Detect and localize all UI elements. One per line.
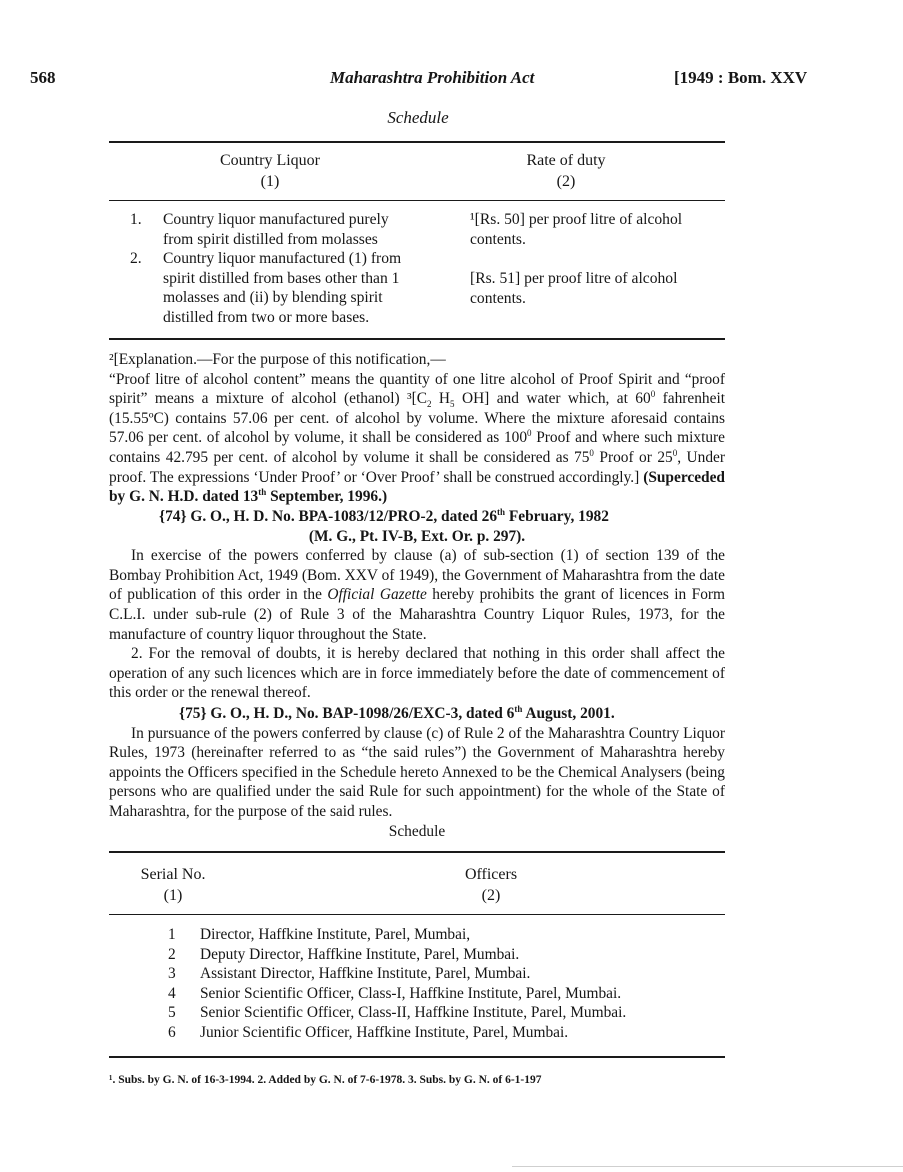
row-number: 1. bbox=[130, 211, 142, 228]
explanation-text: “Proof litre of alcohol content” means the quantity of one litre alcohol of Proof Spirit and “proof spirit” means a mixture of alcohol (ethanol) $^3[C_2$ $H_5$ OH] and water which, at $60^0$ fahrenheit (15.55ºC) contains 57.06 per cent. of alcohol by volume. Where the mixture aforesaid contains 57.06 per cent. of alcohol by volume, it shall be considered as $100^0$ Proof and where such mixture contains 42.795 per cent. of alcohol by volume it shall be considered as $75^0$ Proof or $25^0$, Under proof. The expressions ‘Under Proof’ or ‘Over Proof’ shall be construed accordingly.] (Superceded by G. N. H.D. dated 13th September, 1996.) bbox=[109, 370, 725, 506]
column-header-rate-of-duty: Rate of duty (2) bbox=[526, 152, 606, 190]
column-header-country-liquor: Country Liquor (1) bbox=[220, 152, 320, 190]
order-74-paragraph-2: 2. For the removal of doubts, it is hereby declared that nothing in this order shall affect the operation of any such licences which are in force immediately before the date of commencement of this order or the renewal thereof. bbox=[109, 645, 725, 702]
order-74-heading: {74} G. O., H. D. No. BPA-1083/12/PRO-2, dated 26th February, 1982 bbox=[159, 506, 609, 525]
list-item: 2 Deputy Director, Haffkine Institute, Parel, Mumbai. bbox=[168, 945, 520, 963]
list-item: 1 Director, Haffkine Institute, Parel, Mumbai, bbox=[168, 926, 471, 943]
footnote: ¹. Subs. by G. N. of 16-3-1994. 2. Added by G. N. of 7-6-1978. 3. Subs. by G. N. of 6-1-197 bbox=[109, 1074, 542, 1086]
liquor-description: Country liquor manufactured (1) from spirit distilled from bases other than 1 molasses and (ii) by blending spirit distilled from two or more bases. bbox=[163, 250, 402, 326]
table-top-rule bbox=[109, 141, 725, 143]
explanation-block bbox=[109, 350, 725, 507]
table-bottom-rule bbox=[109, 338, 725, 340]
column-header-officers: Officers (2) bbox=[464, 866, 518, 904]
table-header-rule bbox=[109, 200, 725, 201]
list-item: 6 Junior Scientific Officer, Haffkine Institute, Parel, Mumbai. bbox=[168, 1023, 569, 1041]
page-number: 568 bbox=[30, 68, 56, 87]
scan-artifact-line bbox=[512, 1166, 903, 1167]
act-reference: [1949 : Bom. XXV bbox=[674, 68, 808, 87]
order-75-heading: {75} G. O., H. D., No. BAP-1098/26/EXC-3, dated 6th August, 2001. bbox=[179, 703, 615, 722]
order-75-paragraph: In pursuance of the powers conferred by clause (c) of Rule 2 of the Maharashtra Country Liquor Rules, 1973 (hereinafter referred to as “the said rules”) the Government of Maharashtra hereby appoints the Officers specified in the Schedule hereto Annexed to be the Chemical Analysers (being persons who are qualified under the said Rule for such appointment) for the whole of the State of Maharashtra, for the purpose of the said rules. bbox=[109, 724, 725, 820]
schedule-title: Schedule bbox=[388, 822, 446, 840]
table-header-rule bbox=[109, 914, 725, 915]
table-top-rule bbox=[109, 851, 725, 853]
table-bottom-rule bbox=[109, 1056, 725, 1058]
column-header-serial-no: Serial No. (1) bbox=[140, 866, 206, 904]
order-74-paragraph-1: In exercise of the powers conferred by clause (a) of sub-section (1) of section 139 of the Bombay Prohibition Act, 1949 (Bom. XXV of 1949), the Government of Maharashtra from the date of publication of this order in the Official Gazette hereby prohibits the grant of licences in Form C.L.I. under sub-rule (2) of Rule 3 of the Maharashtra Country Liquor Rules, 1973, for the manufacture of country liquor throughout the State. bbox=[109, 547, 725, 643]
list-item: 5 Senior Scientific Officer, Class-II, Haffkine Institute, Parel, Mumbai. bbox=[168, 1004, 627, 1022]
explanation-heading: ²[Explanation.—For the purpose of this notification,— bbox=[109, 351, 446, 368]
row-number: 2. bbox=[130, 250, 142, 267]
liquor-description: Country liquor manufactured purely from spirit distilled from molasses bbox=[163, 211, 389, 248]
officer-list bbox=[168, 925, 626, 1043]
schedule-title: Schedule bbox=[387, 108, 449, 127]
running-title: Maharashtra Prohibition Act bbox=[330, 68, 535, 87]
rate-of-duty: ¹[Rs. 50] per proof litre of alcohol contents. bbox=[470, 211, 683, 248]
list-item: 3 Assistant Director, Haffkine Institute, Parel, Mumbai. bbox=[168, 965, 531, 983]
order-74-block bbox=[109, 507, 725, 703]
order-74-citation: (M. G., Pt. IV-B, Ext. Or. p. 297). bbox=[308, 527, 526, 545]
list-item: 4 Senior Scientific Officer, Class-I, Haffkine Institute, Parel, Mumbai. bbox=[168, 984, 622, 1002]
rate-of-duty: [Rs. 51] per proof litre of alcohol contents. bbox=[470, 270, 678, 307]
order-75-block bbox=[109, 704, 725, 841]
